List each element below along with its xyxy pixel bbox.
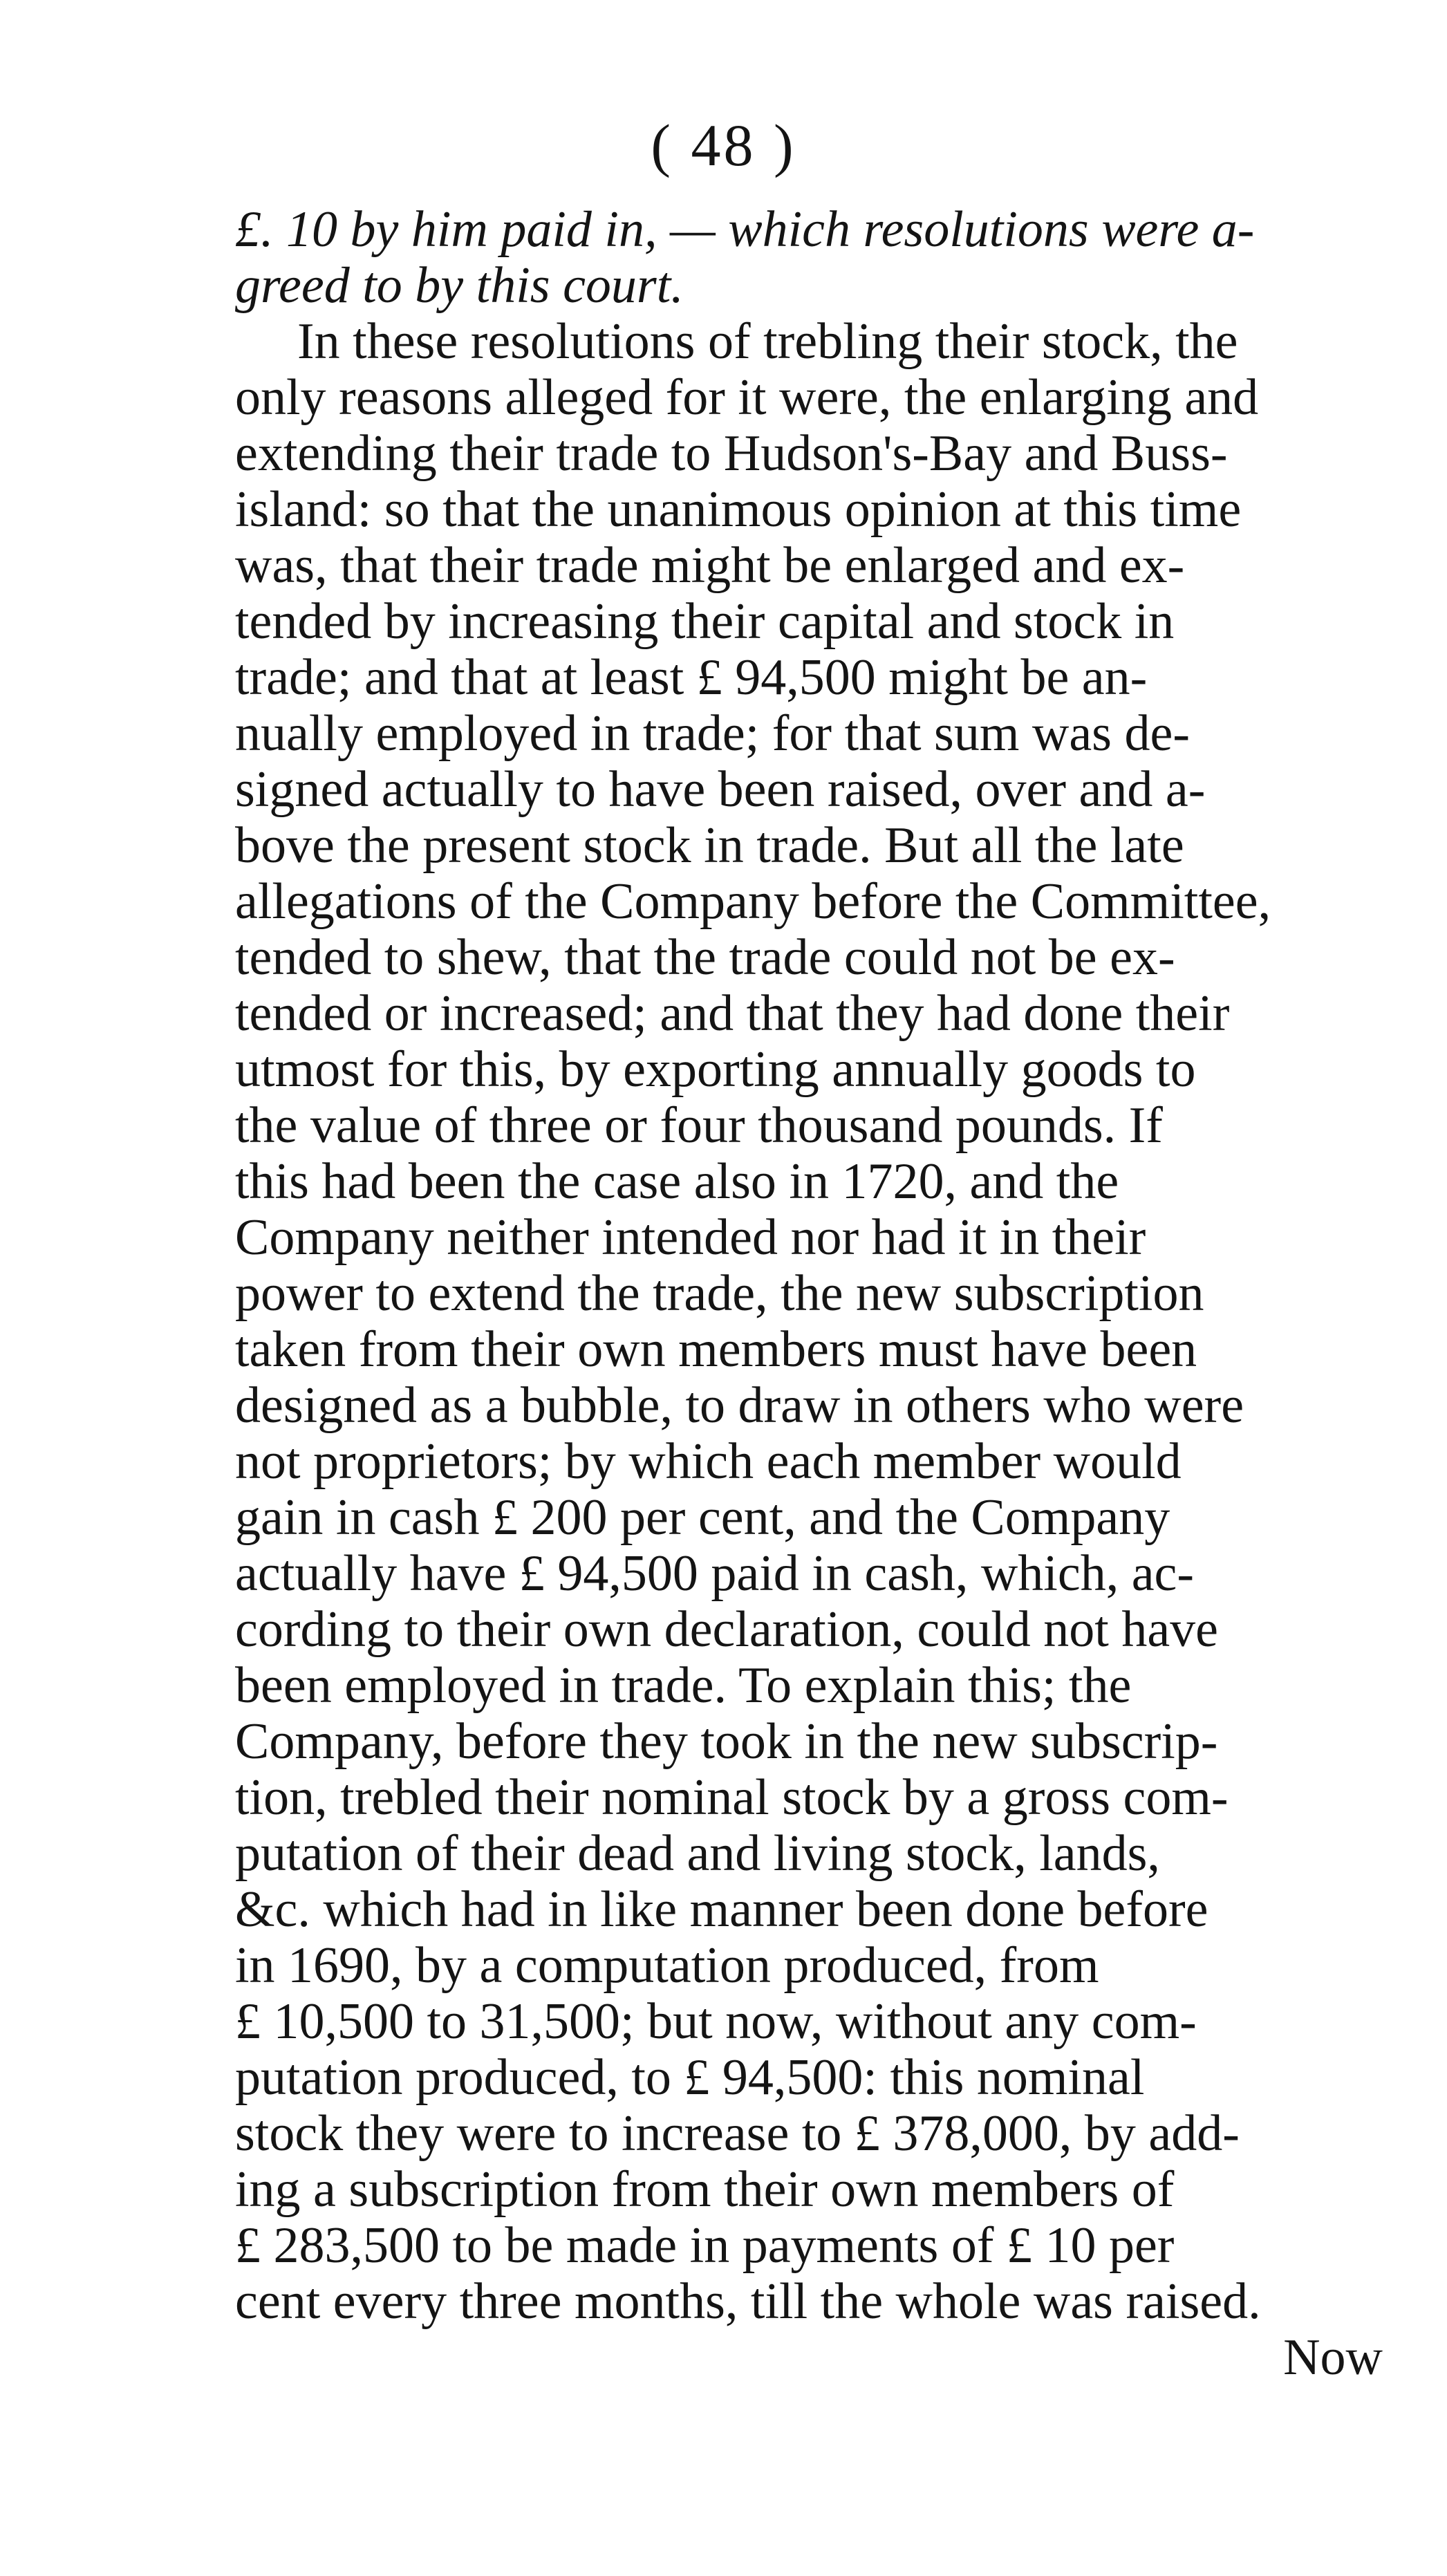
text-line-14: tended to shew, that the trade could not be ex- <box>235 929 1175 986</box>
text-line-36: ing a subscription from their own members of <box>235 2161 1175 2218</box>
text-line-20: power to extend the trade, the new subscription <box>235 1265 1204 1322</box>
text-line-38: cent every three months, till the whole was raised. <box>235 2273 1261 2330</box>
body-text <box>235 202 1383 2386</box>
text-line-3: In these resolutions of trebling their stock, the <box>297 313 1238 370</box>
text-line-12: bove the present stock in trade. But all the late <box>235 817 1184 874</box>
text-line-8: tended by increasing their capital and stock in <box>235 593 1175 650</box>
text-line-32: in 1690, by a computation produced, from <box>235 1937 1099 1994</box>
text-line-29: tion, trebled their nominal stock by a gross com- <box>235 1769 1229 1826</box>
text-line-7: was, that their trade might be enlarged and ex- <box>235 537 1185 594</box>
page-number: ( 48 ) <box>651 112 796 178</box>
text-line-4: only reasons alleged for it were, the enlarging and <box>235 369 1259 426</box>
catchword: Now <box>1283 2329 1383 2386</box>
text-line-17: the value of three or four thousand pounds. If <box>235 1097 1163 1154</box>
text-line-5: extending their trade to Hudson's-Bay and Buss- <box>235 425 1228 482</box>
text-line-37: £ 283,500 to be made in payments of £ 10 per <box>235 2217 1175 2274</box>
text-line-33: £ 10,500 to 31,500; but now, without any com- <box>235 1993 1197 2050</box>
text-line-31: &c. which had in like manner been done before <box>235 1881 1208 1938</box>
text-line-1: £. 10 by him paid in, — which resolutions were a- <box>235 201 1255 258</box>
text-line-30: putation of their dead and living stock, lands, <box>235 1825 1160 1882</box>
text-line-28: Company, before they took in the new subscrip- <box>235 1713 1218 1770</box>
text-line-18: this had been the case also in 1720, and the <box>235 1153 1119 1210</box>
text-line-19: Company neither intended nor had it in their <box>235 1209 1146 1266</box>
text-line-15: tended or increased; and that they had done their <box>235 985 1230 1042</box>
text-line-9: trade; and that at least £ 94,500 might be an- <box>235 649 1148 706</box>
text-line-22: designed as a bubble, to draw in others who were <box>235 1377 1244 1434</box>
text-line-6: island: so that the unanimous opinion at this time <box>235 481 1242 538</box>
text-line-25: actually have £ 94,500 paid in cash, which, ac- <box>235 1545 1195 1602</box>
text-line-35: stock they were to increase to £ 378,000, by add- <box>235 2105 1240 2162</box>
text-line-34: putation produced, to £ 94,500: this nominal <box>235 2049 1145 2106</box>
text-line-21: taken from their own members must have been <box>235 1321 1197 1378</box>
text-line-24: gain in cash £ 200 per cent, and the Company <box>235 1489 1170 1546</box>
text-line-13: allegations of the Company before the Committee, <box>235 873 1271 930</box>
text-line-11: signed actually to have been raised, over and a- <box>235 761 1206 818</box>
text-line-26: cording to their own declaration, could not have <box>235 1601 1219 1658</box>
text-line-2: greed to by this court. <box>235 257 684 314</box>
text-line-23: not proprietors; by which each member would <box>235 1433 1182 1490</box>
text-line-16: utmost for this, by exporting annually goods to <box>235 1041 1196 1098</box>
text-line-10: nually employed in trade; for that sum was de- <box>235 705 1190 762</box>
text-line-27: been employed in trade. To explain this; the <box>235 1657 1132 1714</box>
